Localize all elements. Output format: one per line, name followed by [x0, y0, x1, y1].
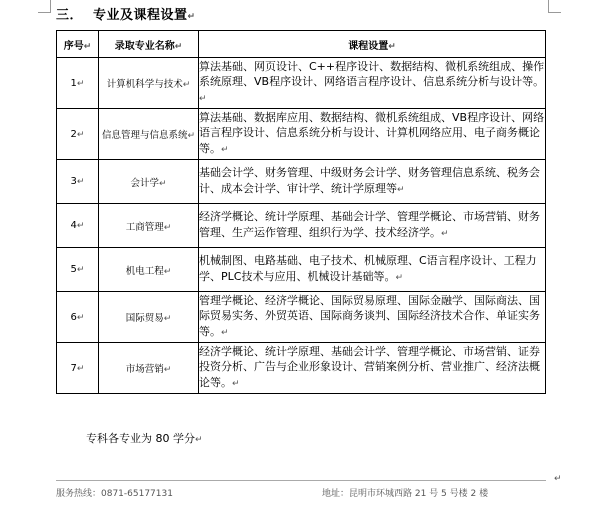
row-number: 2↵: [57, 109, 99, 160]
footer-divider: [56, 480, 546, 481]
table-row: [57, 204, 546, 248]
page-corner-mark-left: [38, 0, 51, 13]
header-number: 序号↵: [57, 31, 99, 58]
footer-paragraph-mark: ↵: [554, 474, 562, 484]
table-body: [57, 58, 546, 394]
row-number: 7↵: [57, 343, 99, 394]
header-courses: 课程设置↵: [199, 31, 546, 58]
row-major: 计算机科学与技术↵: [99, 58, 199, 109]
row-courses: 机械制图、电路基础、电子技术、机械原理、C语言程序设计、工程力学、PLC技术与应用、机械设计基础等。↵: [199, 248, 546, 292]
section-heading: [56, 4, 196, 23]
row-courses: 经济学概论、统计学原理、基础会计学、管理学概论、市场营销、证券投资分析、广告与企业形象设计、营销案例分析、营业推广、经济法概论等。↵: [199, 343, 546, 394]
row-courses: 基础会计学、财务管理、中级财务会计学、财务管理信息系统、税务会计、成本会计学、审计学、统计学原理等↵: [199, 160, 546, 204]
row-number: 4↵: [57, 204, 99, 248]
credit-note: 专科各专业为 80 学分↵: [86, 432, 203, 445]
header-major: 录取专业名称↵: [99, 31, 199, 58]
row-number: 5↵: [57, 248, 99, 292]
table-row: [57, 160, 546, 204]
row-courses: 算法基础、网页设计、C++程序设计、数据结构、微机系统组成、操作系统原理、VB程序设计、网络语言程序设计、信息系统分析与设计等。↵: [199, 58, 546, 109]
footer-hotline: 服务热线：0871-65177131: [56, 489, 173, 499]
row-major: 信息管理与信息系统↵: [99, 109, 199, 160]
table-row: [57, 58, 546, 109]
section-title: 专业及课程设置: [93, 8, 188, 23]
row-courses: 经济学概论、统计学原理、基础会计学、管理学概论、市场营销、财务管理、生产运作管理、组织行为学、技术经济学。↵: [199, 204, 546, 248]
table-row: [57, 343, 546, 394]
course-table: [56, 30, 546, 394]
row-number: 3↵: [57, 160, 99, 204]
table-row: [57, 248, 546, 292]
paragraph-mark: ↵: [187, 12, 196, 22]
table-header-row: [57, 31, 546, 58]
table-row: [57, 109, 546, 160]
row-major: 机电工程↵: [99, 248, 199, 292]
page-corner-mark-right: [548, 0, 561, 13]
row-courses: 算法基础、数据库应用、数据结构、微机系统组成、VB程序设计、网络语言程序设计、信息系统分析与设计、计算机网络应用、电子商务概论等。↵: [199, 109, 546, 160]
row-major: 会计学↵: [99, 160, 199, 204]
row-major: 国际贸易↵: [99, 292, 199, 343]
row-number: 1↵: [57, 58, 99, 109]
section-number: 三．: [56, 8, 84, 23]
row-major: 市场营销↵: [99, 343, 199, 394]
footer-address: 地址：昆明市环城西路 21 号 5 号楼 2 楼: [322, 489, 489, 499]
row-number: 6↵: [57, 292, 99, 343]
row-major: 工商管理↵: [99, 204, 199, 248]
table-row: [57, 292, 546, 343]
row-courses: 管理学概论、经济学概论、国际贸易原理、国际金融学、国际商法、国际贸易实务、外贸英语、国际商务谈判、国际经济技术合作、单证实务等。↵: [199, 292, 546, 343]
